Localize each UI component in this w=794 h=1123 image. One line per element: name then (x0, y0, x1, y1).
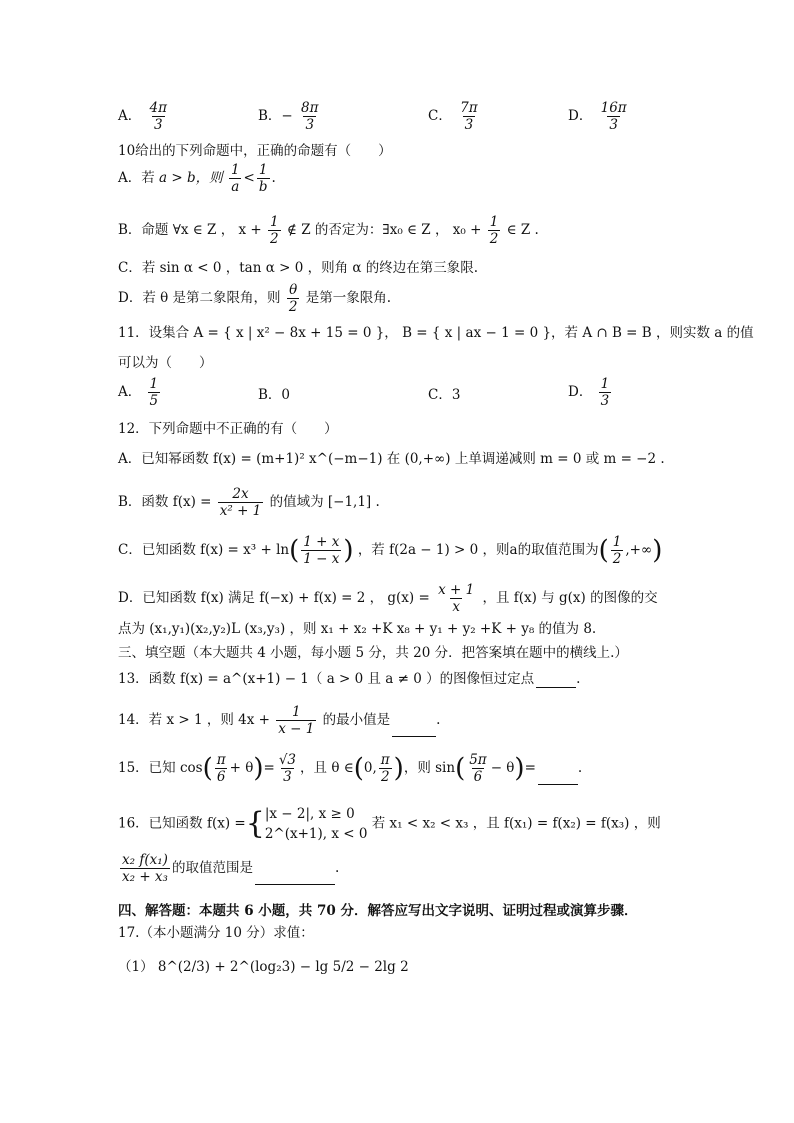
q11-option-d (568, 376, 613, 409)
frac-den: 2 (612, 551, 622, 567)
text: a > b，则 (159, 170, 223, 186)
text: = (263, 760, 275, 776)
frac-num: 4π (149, 100, 168, 116)
q16-line2: $\frac{\text{x₂ f(x₁)}}{\text{x₂ + x₃}}$ 的取值范围是 . (122, 852, 340, 885)
paren: ) (343, 535, 354, 566)
text: 15．已知 cos (118, 760, 203, 776)
brace: { (245, 806, 265, 841)
q10-option-a (118, 162, 276, 195)
frac-den: 3 (153, 117, 163, 133)
answer-blank (255, 884, 335, 885)
frac-num: x + 1 (438, 582, 475, 598)
q12-option-d (118, 582, 658, 615)
option-label: B． (258, 108, 282, 124)
frac-num: θ (289, 282, 298, 298)
frac-num: π (216, 752, 226, 768)
frac-den: x² + 1 (219, 503, 262, 519)
q9-option-b (258, 100, 323, 133)
paren: ( (455, 753, 466, 784)
frac-num: 16π (600, 100, 627, 116)
q16 (118, 804, 661, 844)
frac-den: 5 (149, 393, 159, 409)
q12-option-c (118, 534, 662, 567)
frac-num: 1 + x (303, 534, 340, 550)
text: 0, (363, 760, 377, 776)
frac-num: 1 (258, 162, 268, 178)
frac-num: 7π (460, 100, 478, 116)
q12-stem: 12．下列命题中不正确的有（ ） (118, 421, 338, 437)
q9-option-a (118, 100, 171, 133)
frac-den: x₂ + x₃ (122, 869, 168, 885)
case-1: |x − 2|, x ≥ 0 (264, 806, 355, 822)
frac-num: π (380, 752, 390, 768)
frac-den: x − 1 (278, 721, 315, 737)
text: D．已知函数 f(x) 满足 f(−x) + f(x) = 2 ， g(x) = (118, 590, 430, 606)
text: + θ (229, 760, 254, 776)
frac-num: 1 (489, 214, 499, 230)
text: 13．函数 f(x) = a^(x+1) − 1（ a > 0 且 a ≠ 0 ）的图像恒过定点 (118, 671, 535, 687)
q11-option-a (118, 376, 162, 409)
option-label: D． (568, 108, 593, 124)
frac-den: x (452, 599, 460, 615)
option-label: C． (428, 108, 452, 124)
q11-line1: 11．设集合 A = { x | x² − 8x + 15 = 0 }， B = { x | ax − 1 = 0 }，若 A ∩ B = B ，则实数 a 的值 (118, 325, 754, 341)
text: 的最小值是 (322, 712, 391, 728)
frac-num: 5π (469, 752, 487, 768)
q10-option-c: C．若 sin α < 0 ，tan α > 0 ，则角 α 的终边在第三象限. (118, 260, 479, 276)
text: B．函数 f(x) = (118, 494, 212, 510)
piecewise-cases (265, 804, 368, 844)
frac-den: 3 (464, 117, 474, 133)
frac-den: 6 (216, 769, 226, 785)
paren: ) (393, 753, 404, 784)
text: 14．若 x > 1 ，则 4x + (118, 712, 270, 728)
q11-option-c: C．3 (428, 387, 461, 403)
q12-option-b (118, 486, 380, 519)
section-fill-in-title: 三、填空题（本大题共 4 小题，每小题 5 分，共 20 分．把答案填在题中的横线上.） (118, 645, 628, 661)
case-2: 2^(x+1), x < 0 (264, 826, 368, 842)
text: 16．已知函数 f(x) = (118, 815, 246, 832)
text: C．已知函数 f(x) = x³ + ln (118, 542, 290, 558)
paren: ( (598, 535, 609, 566)
text: B．命题 ∀x ∈ Z ， x + (118, 222, 262, 238)
frac-num: 8π (301, 100, 319, 116)
answer-blank (536, 687, 576, 688)
text: D．若 θ 是第二象限角，则 (118, 290, 281, 306)
frac-den: 3 (609, 117, 618, 133)
q11-options (118, 374, 678, 414)
frac-num: 1 (612, 534, 622, 550)
q13: 13．函数 f(x) = a^(x+1) − 1（ a > 0 且 a ≠ 0 ）的图像恒过定点 . (118, 671, 581, 687)
frac-den: 2 (270, 231, 279, 247)
frac-den: 2 (380, 769, 390, 785)
frac-num: 1 (230, 162, 240, 178)
frac-num: 1 (292, 704, 301, 720)
frac-den: 3 (305, 117, 315, 133)
frac-den: b (258, 179, 268, 195)
text: ，若 f(2a − 1) > 0 ，则a的取值范围为 (357, 542, 599, 558)
text: ，且 θ ∈ (300, 760, 354, 776)
q10-option-b (118, 214, 539, 247)
q11-option-b: B．0 (258, 387, 291, 403)
text: ，则 sin (403, 760, 456, 776)
frac-den: 6 (473, 769, 483, 785)
frac-den: 3 (283, 769, 292, 785)
answer-blank (392, 736, 436, 737)
q10-option-d (118, 282, 391, 315)
frac-num: 1 (149, 376, 159, 392)
frac-den: 3 (600, 393, 610, 409)
text: A．若 (118, 170, 155, 186)
paren: ( (289, 535, 300, 566)
option-label: D． (568, 384, 593, 400)
text: ∉ Z 的否定为：∃x₀ ∈ Z ， x₀ + (286, 222, 482, 238)
text: 若 x₁ < x₂ < x₃ ，且 f(x₁) = f(x₂) = f(x₃) ，则 (371, 815, 661, 832)
text: 的取值范围是 (171, 860, 253, 876)
paren: ) (514, 753, 525, 784)
q10-stem: 10给出的下列命题中，正确的命题有（ ） (118, 143, 392, 159)
q9-option-d (568, 100, 631, 133)
q9-option-c (428, 100, 482, 133)
q17-part1: （1） 8^(2/3) + 2^(log₂3) − lg 5/2 − 2lg 2 (118, 959, 409, 975)
paren: ( (202, 753, 213, 784)
q17: 17.（本小题满分 10 分）求值： (118, 925, 314, 941)
text: . (271, 170, 276, 186)
answer-blank (538, 784, 578, 785)
q14: 14．若 x > 1 ，则 4x + $\frac{1}{x - 1}$ 的最小值是 . (118, 704, 441, 737)
paren: ) (652, 535, 663, 566)
sign: − (281, 108, 293, 124)
q15: 15．已知 cos( $\frac{\pi}{6}$ + θ)= $\frac{√3}{3}$ ，且 θ ∈(0, $\frac{\pi}{2}$ )，则 sin( $\frac{5\pi}{6}$ − θ)= . (118, 752, 583, 785)
text: − θ (490, 760, 515, 776)
q12-option-a: A．已知幂函数 f(x) = (m+1)² x^(−m−1) 在 (0,+∞) 上单调递减则 m = 0 或 m = −2 . (118, 451, 665, 467)
text: 的值域为 [−1,1] . (269, 494, 380, 510)
frac-den: 1 − x (303, 551, 340, 567)
text: ∈ Z . (506, 222, 539, 238)
frac-num: 1 (600, 376, 610, 392)
q11-line2: 可以为（ ） (118, 355, 213, 371)
text: < (243, 170, 255, 186)
frac-num: x₂ f(x₁) (122, 852, 168, 868)
paren: ) (253, 753, 264, 784)
frac-num: √3 (278, 752, 297, 768)
text: ，且 f(x) 与 g(x) 的图像的交 (482, 590, 658, 606)
frac-den: 2 (288, 299, 298, 315)
q12-option-d-line2: 点为 (x₁,y₁)(x₂,y₂)L (x₃,y₃) ，则 x₁ + x₂ +K x₈ + y₁ + y₂ +K + y₈ 的值为 8. (118, 621, 597, 637)
frac-num: 2x (232, 486, 249, 502)
text: = (524, 760, 536, 776)
frac-den: 2 (489, 231, 499, 247)
section-answer-title: 四、解答题：本题共 6 小题，共 70 分．解答应写出文字说明、证明过程或演算步骤． (118, 903, 638, 919)
option-label: A． (118, 384, 142, 400)
q9-options (118, 96, 678, 136)
text: 是第一象限角. (305, 290, 392, 306)
option-label: A． (118, 108, 142, 124)
paren: ( (353, 753, 364, 784)
frac-num: 1 (270, 214, 279, 230)
text: ,+∞ (625, 542, 653, 558)
frac-den: a (231, 179, 240, 195)
